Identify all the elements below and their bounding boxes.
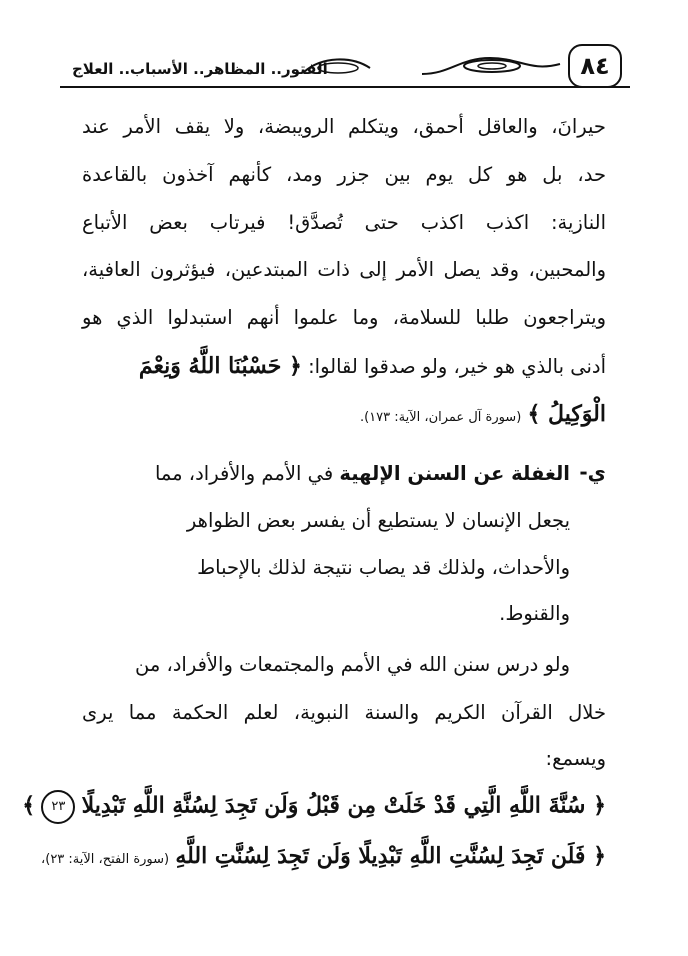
- list-marker: ي-: [579, 460, 606, 484]
- text-line: والمحبين، وقد يصل الأمر إلى ذات المبتدعين، فيؤثرون العافية،: [82, 258, 606, 281]
- text-span: أدنى بالذي هو خير، ولو صدقوا لقالوا:: [308, 355, 606, 378]
- verse-close-bracket: ﴾: [22, 793, 36, 819]
- quran-verse: ﴿ فَلَن تَجِدَ لِسُنَّتِ اللَّهِ تَبْدِيلًا وَلَن تَجِدَ لِسُنَّتِ اللَّهِ: [175, 843, 606, 869]
- text-line: خلال القرآن الكريم والسنة النبوية، لعلم الحكمة مما يرى: [82, 701, 606, 724]
- text-span: في الأمم والأفراد، مما: [154, 462, 334, 485]
- verse-line: [41, 842, 606, 874]
- text-line: ويسمع:: [545, 747, 606, 770]
- item-heading: الغفلة عن السنن الإلهية: [339, 462, 570, 485]
- text-line: ويتراجعون طلبا للسلامة، وما علموا أنهم استبدلوا الذي هو: [82, 306, 606, 329]
- running-title: الفتور.. المظاهر.. الأسباب.. العلاج: [72, 60, 328, 78]
- list-item-line: والقنوط.: [499, 602, 570, 625]
- page-number: ٨٤: [568, 44, 622, 88]
- quran-quote: الْوَكِيلُ ﴾: [527, 401, 606, 427]
- list-item-line: والأحداث، ولذلك قد يصاب نتيجة لذلك بالإحباط: [197, 556, 570, 579]
- quran-verse: ﴿ سُنَّةَ اللَّهِ الَّتِي قَدْ خَلَتْ مِن قَبْلُ وَلَن تَجِدَ لِسُنَّةِ اللَّهِ تَبْدِيلًا: [81, 792, 606, 819]
- running-header: [62, 40, 622, 88]
- text-line: حيرانَ، والعاقل أحمق، ويتكلم الرويبضة، ولا يقف الأمر عند: [82, 115, 606, 138]
- list-item-line: يجعل الإنسان لا يستطيع أن يفسر بعض الظواهر: [186, 509, 570, 532]
- citation: (سورة الفتح، الآية: ٢٣)،: [41, 852, 170, 867]
- verse-line: [22, 790, 606, 824]
- list-item-line: [82, 460, 570, 488]
- citation: (سورة آل عمران، الآية: ١٧٣).: [359, 410, 522, 425]
- text-line: حد، بل هو كل يوم بين جزر ومد، كأنهم آخذون بالقاعدة: [82, 163, 606, 186]
- text-line: ولو درس سنن الله في الأمم والمجتمعات والأفراد، من: [134, 653, 570, 676]
- quote-line: [360, 400, 606, 432]
- text-line-with-quote: [139, 352, 606, 381]
- quran-quote: ﴿ حَسْبُنَا اللَّهُ وَنِعْمَ: [138, 353, 302, 379]
- header-rule: [60, 86, 630, 88]
- verse-number: ٢٣: [41, 790, 75, 824]
- ornament-right-icon: [420, 50, 562, 78]
- text-line: النازية: اكذب اكذب حتى تُصدَّق! فيرتاب بعض الأتباع: [82, 211, 606, 234]
